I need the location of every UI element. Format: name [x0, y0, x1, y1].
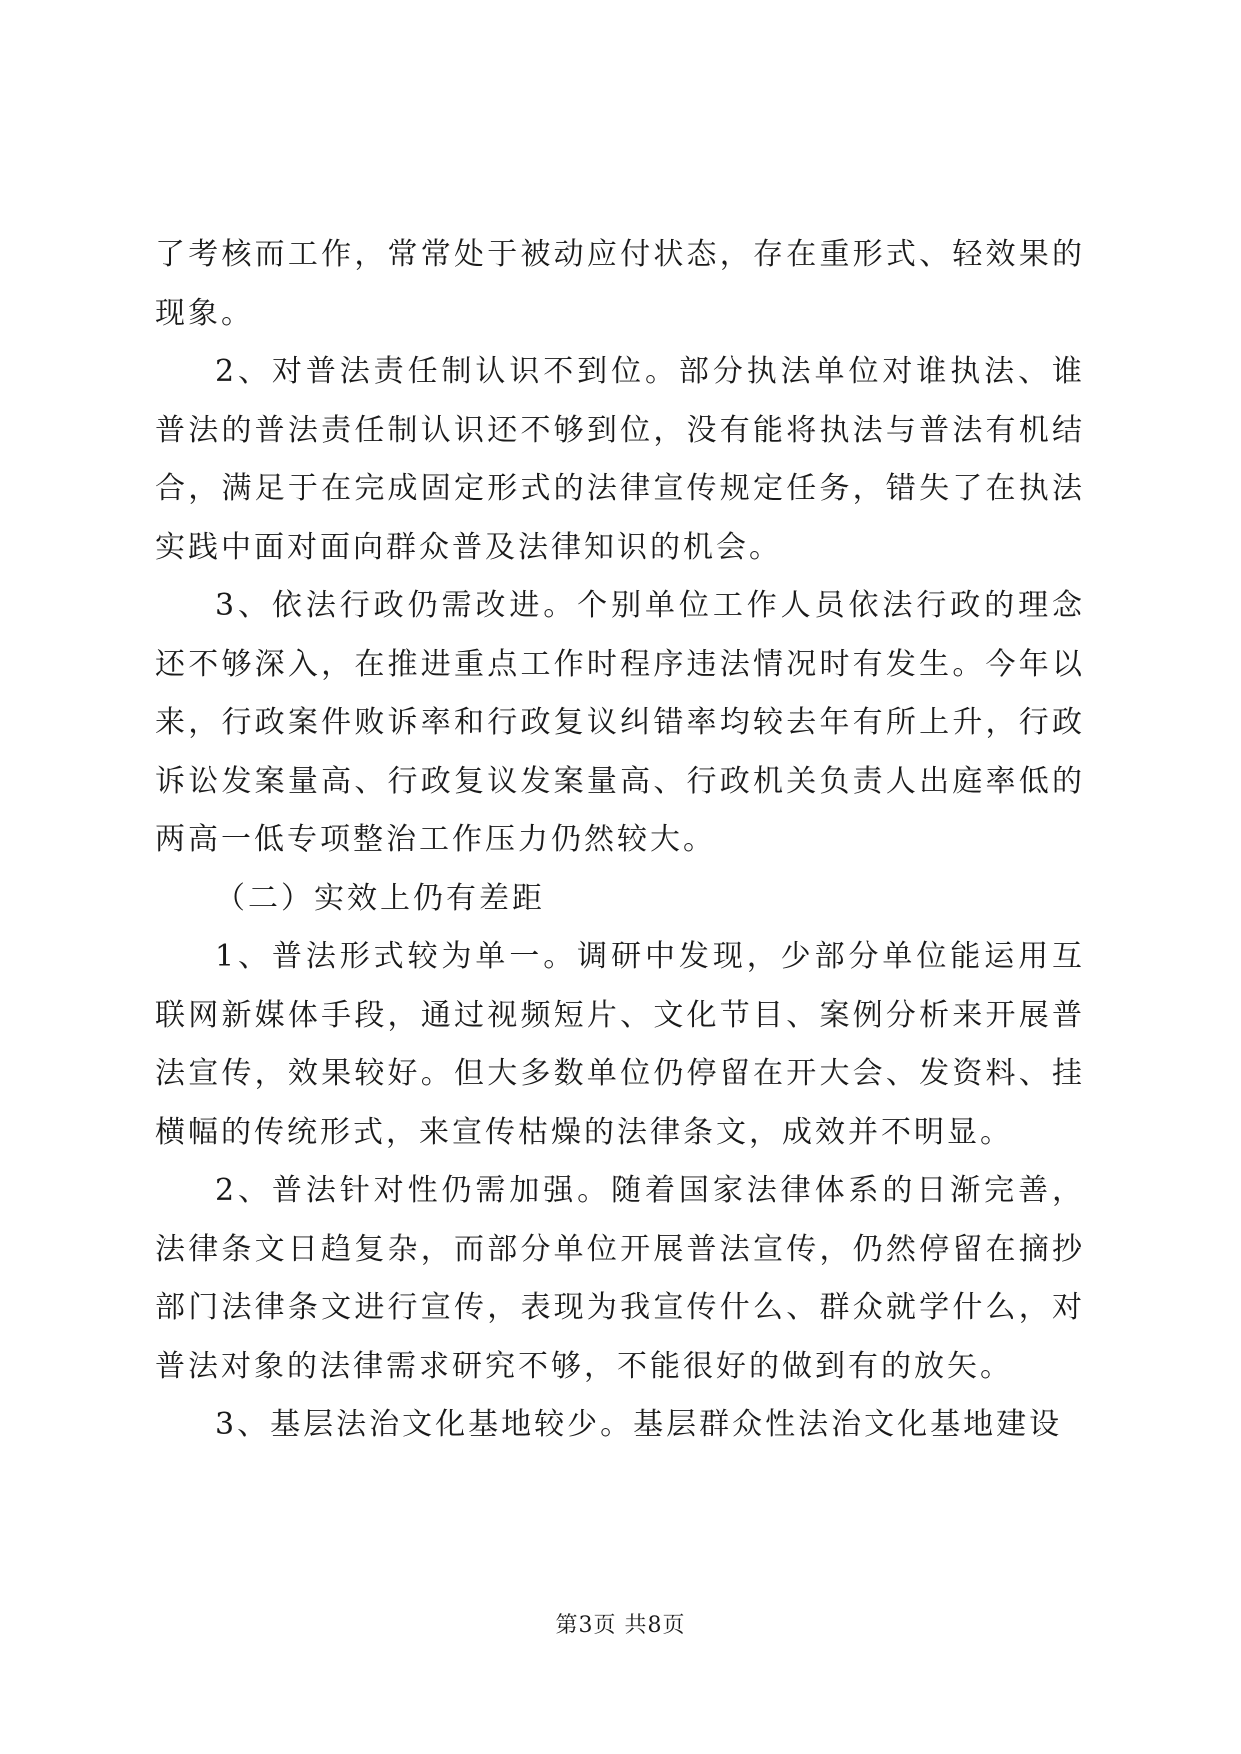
paragraph-5: 2、普法针对性仍需加强。随着国家法律体系的日渐完善，法律条文日趋复杂，而部分单位开展普法宣传，仍然停留在摘抄部门法律条文进行宣传，表现为我宣传什么、群众就学什么，对普法对象的法律需求研究不够，不能很好的做到有的放矢。	[155, 1173, 1085, 1384]
page-number: 第3页 共8页	[555, 1613, 686, 1638]
paragraph-3: 3、依法行政仍需改进。个别单位工作人员依法行政的理念还不够深入，在推进重点工作时程序违法情况时有发生。今年以来，行政案件败诉率和行政复议纠错率均较去年有所上升，行政诉讼发案量高、行政复议发案量高、行政机关负责人出庭率低的两高一低专项整治工作压力仍然较大。	[155, 588, 1085, 857]
paragraph-1: 了考核而工作，常常处于被动应付状态，存在重形式、轻效果的现象。	[155, 237, 1085, 331]
paragraph-6: 3、基层法治文化基地较少。基层群众性法治文化基地建设	[215, 1407, 1063, 1442]
section-heading: （二）实效上仍有差距	[215, 880, 545, 916]
paragraph-4: 1、普法形式较为单一。调研中发现，少部分单位能运用互联网新媒体手段，通过视频短片、文化节目、案例分析来开展普法宣传，效果较好。但大多数单位仍停留在开大会、发资料、挂横幅的传统形式，来宣传枯燥的法律条文，成效并不明显。	[155, 939, 1085, 1150]
document-body	[155, 226, 1085, 1455]
paragraph-2: 2、对普法责任制认识不到位。部分执法单位对谁执法、谁普法的普法责任制认识还不够到位，没有能将执法与普法有机结合，满足于在完成固定形式的法律宣传规定任务，错失了在执法实践中面对面向群众普及法律知识的机会。	[155, 354, 1085, 565]
